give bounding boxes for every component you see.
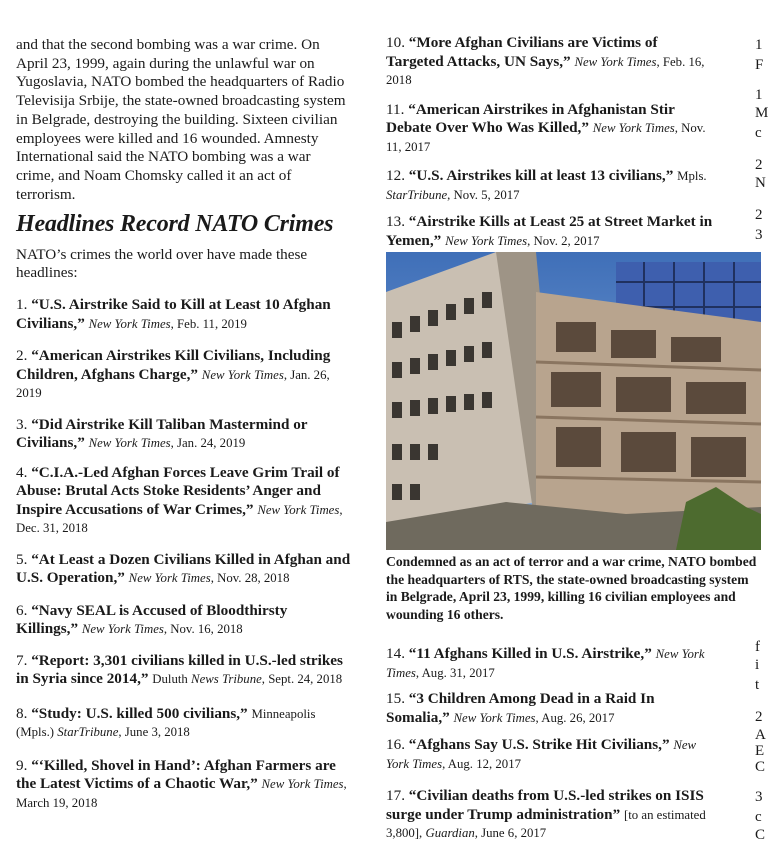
clipped-text-fragment: c (755, 809, 762, 825)
headline-source: New York Times, Aug. 12, 2017 (386, 738, 697, 771)
photo-caption: Condemned as an act of terror and a war crime, NATO bombed the headquarters of RTS, the state-owned broadcasting system in Belgrade, April 23, 1999, killing 16 civilian employees and wounding 16 others. (386, 554, 757, 622)
headline-item (16, 652, 352, 689)
headline-title: “Airstrike Kills at Least 25 at Street Market in Yemen,” (386, 213, 713, 249)
headline-title: “Afghans Say U.S. Strike Hit Civilians,” (408, 736, 674, 753)
headline-number: 2. (16, 347, 32, 365)
headline-item (386, 167, 716, 204)
clipped-text-fragment: 3 (755, 227, 763, 243)
clipped-text-fragment: N (755, 175, 766, 191)
headline-item (16, 464, 352, 538)
headline-title: “Report: 3,301 civilians killed in U.S.-led strikes in Syria since 2014,” (16, 651, 343, 688)
headline-number: 11. (386, 100, 409, 118)
section-heading: Headlines Record NATO Crimes (16, 211, 334, 238)
headline-source: New York Times, Feb. 16, 2018 (386, 54, 705, 87)
headline-number: 17. (386, 787, 409, 804)
headline-number: 3. (16, 415, 32, 433)
headline-item (386, 213, 716, 250)
headline-number: 16. (386, 736, 409, 753)
headline-source: New York Times, Dec. 31, 2018 (16, 502, 343, 536)
headline-source: New York Times, Feb. 11, 2019 (88, 316, 247, 331)
clipped-text-fragment: t (755, 677, 760, 693)
headline-list (386, 34, 716, 250)
clipped-text-fragment: 2 (755, 207, 763, 223)
headline-source: Minneapolis (Mpls.) StarTribune, June 3, 2018 (16, 706, 316, 740)
clipped-text-fragment: 2 (755, 709, 763, 725)
headline-source: New York Times, Nov. 2, 2017 (445, 233, 600, 248)
clipped-text-fragment: M (755, 105, 768, 121)
clipped-text-fragment: f (755, 639, 760, 655)
headline-title: “Navy SEAL is Accused of Bloodthirsty Killings,” (16, 601, 288, 638)
column-left (16, 0, 352, 812)
headline-item (16, 416, 352, 453)
intro-paragraph: and that the second bombing was a war crime. On April 23, 1999, again during the unlawful war on Yugoslavia, NATO bombed the headquarters of Radio Televisija Srbije, the state-owned broadcasting system in Belgrade, destroying the building. Sixteen civilian employees were killed and 16 wounded. Amnesty International said the NATO bombing was a war crime, and Noam Chomsky called it an act of terrorism. (16, 36, 346, 203)
clipped-text-fragment: 3 (755, 789, 763, 805)
headline-number: 1. (16, 296, 32, 314)
headline-source: New York Times, Nov. 28, 2018 (128, 571, 290, 586)
clipped-text-fragment: A (755, 727, 766, 743)
headline-list (16, 296, 352, 812)
headline-source: New York Times, Aug. 26, 2017 (453, 710, 615, 725)
clipped-text-fragment: c (755, 125, 762, 141)
headline-item (386, 787, 716, 843)
headline-item (16, 551, 352, 588)
headline-source: New York Times, Nov. 11, 2017 (386, 121, 706, 154)
headline-number: 6. (16, 601, 32, 619)
clipped-text-fragment: 1 (755, 87, 763, 103)
headline-number: 4. (16, 463, 32, 481)
headline-source: New York Times, Jan. 24, 2019 (88, 436, 246, 451)
clipped-text-fragment: E (755, 743, 765, 759)
headline-number: 15. (386, 690, 409, 707)
rts-building-photo (386, 252, 761, 550)
headline-source: New York Times, March 19, 2018 (16, 777, 347, 810)
headline-title: “C.I.A.-Led Afghan Forces Leave Grim Trail of Abuse: Brutal Acts Stoke Residents’ Anger and Inspire Accusations of War Crimes,” (16, 463, 340, 518)
headline-title: “Did Airstrike Kill Taliban Mastermind or Civilians,” (16, 415, 308, 452)
headline-title: “American Airstrikes Kill Civilians, Including Children, Afghans Charge,” (16, 347, 331, 383)
headline-number: 10. (386, 34, 409, 51)
headline-item (16, 757, 352, 813)
headline-number: 12. (386, 167, 409, 184)
headline-list (386, 645, 716, 843)
clipped-text-fragment: F (755, 57, 764, 73)
clipped-text-fragment: C (755, 759, 766, 775)
column-middle-lower (386, 645, 716, 843)
headline-source: New York Times, Aug. 31, 2017 (386, 647, 705, 680)
headline-source: New York Times, Jan. 26, 2019 (16, 367, 330, 401)
headline-item (386, 101, 716, 157)
headline-item (386, 736, 716, 773)
headline-source: Mpls. StarTribune, Nov. 5, 2017 (386, 169, 707, 202)
headline-number: 8. (16, 704, 32, 722)
clipped-text-fragment: 2 (755, 157, 763, 173)
headline-title: “Study: U.S. killed 500 civilians,” (31, 704, 252, 722)
headline-title: “‘Killed, Shovel in Hand’: Afghan Farmers are the Latest Victims of a Chaotic War,” (16, 756, 336, 793)
headline-item (386, 690, 716, 727)
headline-number: 14. (386, 645, 409, 662)
headline-item (16, 296, 352, 333)
bombed-building-image (386, 252, 761, 550)
headline-item (386, 34, 716, 90)
headline-title: “American Airstrikes in Afghanistan Stir Debate Over Who Was Killed,” (386, 100, 675, 136)
headline-title: “More Afghan Civilians are Victims of Targeted Attacks, UN Says,” (386, 34, 658, 70)
clipped-text-fragment: C (755, 827, 766, 843)
section-lead: NATO’s crimes the world over have made these headlines: (16, 246, 308, 282)
headline-number: 5. (16, 550, 32, 568)
column-middle (386, 0, 716, 250)
headline-title: “U.S. Airstrikes kill at least 13 civilians,” (408, 167, 678, 184)
headline-title: “Civilian deaths from U.S.-led strikes on ISIS surge under Trump administration” (386, 787, 704, 823)
headline-source: New York Times, Nov. 16, 2018 (81, 622, 243, 637)
headline-title: “11 Afghans Killed in U.S. Airstrike,” (408, 645, 656, 662)
headline-title: “3 Children Among Dead in a Raid In Somalia,” (386, 690, 655, 726)
headline-source: Duluth News Tribune, Sept. 24, 2018 (152, 672, 343, 687)
headline-item (16, 347, 352, 403)
headline-title: “U.S. Airstrike Said to Kill at Least 10 Afghan Civilians,” (16, 296, 331, 332)
headline-item (16, 602, 352, 639)
headline-number: 7. (16, 651, 32, 669)
headline-item (16, 705, 352, 742)
headline-source: [to an estimated 3,800], Guardian, June 6, 2017 (386, 807, 706, 840)
clipped-text-fragment: 1 (755, 37, 763, 53)
headline-number: 9. (16, 756, 32, 774)
clipped-text-fragment: i (755, 657, 760, 673)
headline-item (386, 645, 716, 682)
headline-number: 13. (386, 213, 409, 230)
headline-title: “At Least a Dozen Civilians Killed in Afghan and U.S. Operation,” (16, 550, 351, 587)
